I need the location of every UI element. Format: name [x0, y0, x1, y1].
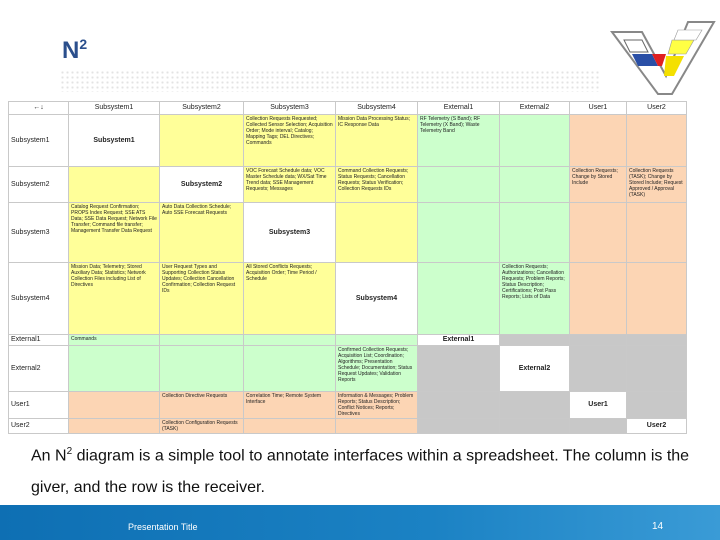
interface-cell[interactable]: Mission Data Processing Status; IC Response Data	[336, 115, 418, 167]
interface-cell[interactable]	[418, 203, 500, 263]
diagonal-cell[interactable]: Subsystem3	[244, 203, 336, 263]
diagonal-cell[interactable]: Subsystem1	[69, 115, 160, 167]
interface-cell[interactable]	[500, 115, 570, 167]
n2-spreadsheet	[8, 101, 686, 432]
column-header[interactable]: ←↓	[9, 102, 69, 115]
interface-cell[interactable]: Confirmed Collection Requests; Acquisition List; Coordination; Algorithms; Presentation Schedule; Documentation; Status Request Updates; Validation Reports	[336, 346, 418, 392]
logo-mark	[612, 18, 716, 98]
interface-cell[interactable]	[244, 335, 336, 346]
row-header[interactable]: Subsystem4	[9, 263, 69, 335]
interface-cell[interactable]	[500, 419, 570, 434]
footer-bar	[0, 505, 720, 540]
interface-cell[interactable]	[627, 115, 687, 167]
diagonal-cell[interactable]: User1	[570, 392, 627, 419]
interface-cell[interactable]	[627, 346, 687, 392]
slide-title	[62, 36, 87, 65]
title-superscript: 2	[79, 36, 88, 52]
interface-cell[interactable]	[160, 115, 244, 167]
interface-cell[interactable]	[418, 346, 500, 392]
interface-cell[interactable]	[627, 392, 687, 419]
interface-cell[interactable]	[418, 419, 500, 434]
row-header[interactable]: External1	[9, 335, 69, 346]
interface-cell[interactable]	[244, 346, 336, 392]
table-row	[9, 115, 687, 167]
row-header[interactable]: User1	[9, 392, 69, 419]
interface-cell[interactable]	[570, 203, 627, 263]
row-header[interactable]: User2	[9, 419, 69, 434]
diagonal-cell[interactable]: Subsystem4	[336, 263, 418, 335]
interface-cell[interactable]	[500, 335, 570, 346]
interface-cell[interactable]	[418, 167, 500, 203]
interface-cell[interactable]: Collection Requests; Authorizations; Cancellation Requests; Problem Reports; Status Description; Certifications; Post Pass Reports; Lists of Data	[500, 263, 570, 335]
caption-text: diagram is a simple tool to annotate interfaces within a spreadsheet. The column is the giver, and the row is the receiver.	[31, 447, 690, 497]
table-row	[9, 263, 687, 335]
interface-cell[interactable]	[244, 419, 336, 434]
row-header[interactable]: External2	[9, 346, 69, 392]
column-header[interactable]: Subsystem1	[69, 102, 160, 115]
interface-cell[interactable]: Command Collection Requests; Status Requests; Cancellation Requests; Status Verification; Collection Requests IDs	[336, 167, 418, 203]
interface-cell[interactable]: Correlation Time; Remote System Interface	[244, 392, 336, 419]
table-row	[9, 419, 687, 434]
interface-cell[interactable]: Catalog Request Confirmation; PROPS Index Request; SSE ATS Data; SSE Data Request; Network File Transfer; Command file transfer; Management Transfer Data Request	[69, 203, 160, 263]
interface-cell[interactable]: Collection Directive Requests	[160, 392, 244, 419]
column-header[interactable]: Subsystem4	[336, 102, 418, 115]
header-row	[9, 102, 687, 115]
interface-cell[interactable]: Collection Requests (TASK); Change by Stored Include; Request Approved / Approval (TASK)	[627, 167, 687, 203]
interface-cell[interactable]	[336, 419, 418, 434]
interface-cell[interactable]	[627, 203, 687, 263]
diagonal-cell[interactable]: Subsystem2	[160, 167, 244, 203]
caption-pre: An N	[31, 447, 67, 465]
interface-cell[interactable]	[418, 263, 500, 335]
page-number: 14	[652, 521, 664, 532]
interface-cell[interactable]	[69, 346, 160, 392]
row-header[interactable]: Subsystem1	[9, 115, 69, 167]
interface-cell[interactable]: RF Telemetry (S Band); RF Telemetry (X Band); Waste Telemetry Band	[418, 115, 500, 167]
interface-cell[interactable]	[570, 115, 627, 167]
interface-cell[interactable]	[336, 203, 418, 263]
column-header[interactable]: External2	[500, 102, 570, 115]
row-header[interactable]: Subsystem3	[9, 203, 69, 263]
interface-cell[interactable]: Commands	[69, 335, 160, 346]
interface-cell[interactable]	[418, 392, 500, 419]
diagonal-cell[interactable]: External2	[500, 346, 570, 392]
interface-cell[interactable]	[570, 346, 627, 392]
interface-cell[interactable]: Auto Data Collection Schedule; Auto SSE Forecast Requests	[160, 203, 244, 263]
interface-cell[interactable]	[69, 419, 160, 434]
dotted-band	[60, 70, 600, 92]
interface-cell[interactable]: Collection Configuration Requests (TASK)	[160, 419, 244, 434]
column-header[interactable]: User1	[570, 102, 627, 115]
footer-title: Presentation Title	[128, 522, 198, 532]
title-text: N	[62, 37, 80, 64]
interface-cell[interactable]	[500, 203, 570, 263]
caption	[31, 436, 701, 504]
interface-cell[interactable]: Information & Messages; Problem Reports; Status Description; Conflict Notices; Reports; Directives	[336, 392, 418, 419]
table-row	[9, 346, 687, 392]
column-header[interactable]: External1	[418, 102, 500, 115]
interface-cell[interactable]	[570, 335, 627, 346]
interface-cell[interactable]	[500, 392, 570, 419]
diagonal-cell[interactable]: User2	[627, 419, 687, 434]
interface-cell[interactable]	[160, 335, 244, 346]
diagonal-cell[interactable]: External1	[418, 335, 500, 346]
interface-cell[interactable]	[570, 263, 627, 335]
interface-cell[interactable]	[500, 167, 570, 203]
table-row	[9, 203, 687, 263]
interface-cell[interactable]	[69, 392, 160, 419]
table-row	[9, 392, 687, 419]
interface-cell[interactable]: User Request Types and Supporting Collection Status Updates; Collection Cancellation Confirmation; Collection Request IDs	[160, 263, 244, 335]
interface-cell[interactable]	[570, 419, 627, 434]
interface-cell[interactable]: Collection Requests; Change by Stored Include	[570, 167, 627, 203]
column-header[interactable]: User2	[627, 102, 687, 115]
interface-cell[interactable]	[336, 335, 418, 346]
interface-cell[interactable]: Collection Requests Requested; Collected Sensor Selection; Acquisition Order; Mode interval; Catalog; Mapping Tags; DEL Directives; Commands	[244, 115, 336, 167]
column-header[interactable]: Subsystem3	[244, 102, 336, 115]
interface-cell[interactable]	[627, 263, 687, 335]
interface-cell[interactable]: All Stored Conflicts Requests; Acquisition Order; Time Period / Schedule	[244, 263, 336, 335]
caption-superscript: 2	[66, 446, 73, 457]
table-row	[9, 167, 687, 203]
interface-cell[interactable]	[627, 335, 687, 346]
interface-cell[interactable]: VOC Forecast Schedule data; VOC Master Schedule data; WX/Sat Time Trend data; SSE Management Requests; Messages	[244, 167, 336, 203]
column-header[interactable]: Subsystem2	[160, 102, 244, 115]
interface-cell[interactable]	[69, 167, 160, 203]
n2-table	[8, 101, 687, 434]
table-row	[9, 335, 687, 346]
interface-cell[interactable]: Mission Data; Telemetry; Stored Auxiliary Data; Statistics; Network Collection Files including List of Directives	[69, 263, 160, 335]
interface-cell[interactable]	[160, 346, 244, 392]
row-header[interactable]: Subsystem2	[9, 167, 69, 203]
